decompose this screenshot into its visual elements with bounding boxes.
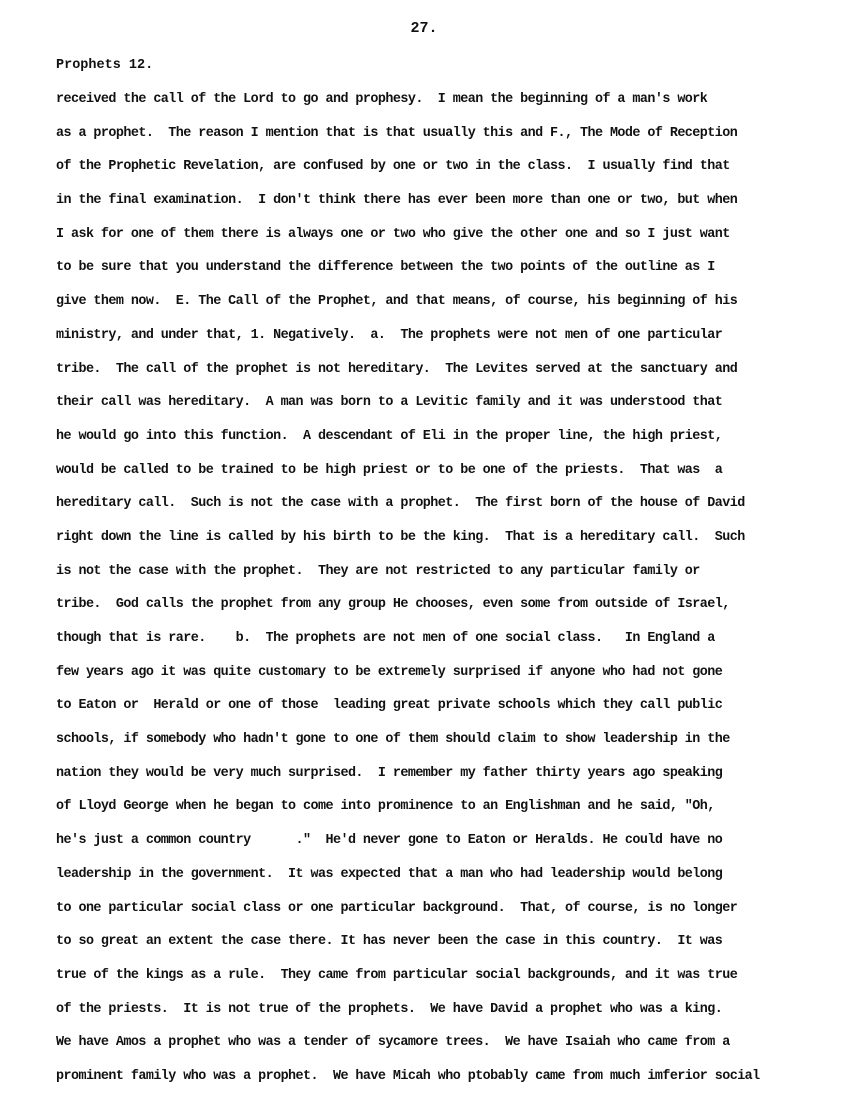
text-line: nation they would be very much surprised. I remember my father thirty years ago speaking [56,765,723,781]
text-line: to Eaton or Herald or one of those leading great private schools which they call public [56,698,723,714]
text-line: received the call of the Lord to go and prophesy. I mean the beginning of a man's work [56,92,708,107]
text-line: in the final examination. I don't think there has ever been more than one or two, but when [56,193,738,209]
text-line: schools, if somebody who hadn't gone to one of them should claim to show leadership in the [56,732,730,748]
text-line: give them now. E. The Call of the Prophet, and that means, of course, his beginning of his [56,294,738,310]
text-line: to one particular social class or one particular background. That, of course, is no longer [56,900,738,916]
text-line: prominent family who was a prophet. We have Micah who ptobably came from much imferior social [56,1068,760,1084]
text-line: true of the kings as a rule. They came from particular social backgrounds, and it was true [56,967,738,983]
text-line: We have Amos a prophet who was a tender of sycamore trees. We have Isaiah who came from a [56,1035,730,1051]
text-line: of the priests. It is not true of the prophets. We have David a prophet who was a king. [56,1001,723,1017]
text-line: though that is rare. b. The prophets are not men of one social class. In England a [56,631,715,646]
text-line: he would go into this function. A descendant of Eli in the proper line, the high priest, [56,428,723,444]
text-line: few years ago it was quite customary to be extremely surprised if anyone who had not gone [56,664,723,680]
text-line: of the Prophetic Revelation, are confused by one or two in the class. I usually find that [56,159,730,175]
text-line: to so great an extent the case there. It has never been the case in this country. It was [56,934,723,950]
text-line: is not the case with the prophet. They are not restricted to any particular family or [56,563,700,579]
text-line: leadership in the government. It was expected that a man who had leadership would belong [56,866,723,882]
running-header: Prophets 12. [56,58,154,73]
text-line: I ask for one of them there is always one or two who give the other one and so I just want [56,226,730,242]
text-line: their call was hereditary. A man was born to a Levitic family and it was understood that [56,395,723,411]
text-line: tribe. God calls the prophet from any group He chooses, even some from outside of Israel, [56,597,730,613]
text-line: right down the line is called by his birth to be the king. That is a hereditary call. Such [56,529,745,545]
text-line: hereditary call. Such is not the case with a prophet. The first born of the house of David [56,496,745,512]
text-line: he's just a common country ." He'd never gone to Eaton or Heralds. He could have no [56,833,723,849]
text-line: as a prophet. The reason I mention that is that usually this and F., The Mode of Reception [56,125,738,141]
text-line: of Lloyd George when he began to come into prominence to an Englishman and he said, "Oh, [56,799,715,815]
text-line: ministry, and under that, 1. Negatively. a. The prophets were not men of one particular [56,327,723,343]
text-line: tribe. The call of the prophet is not hereditary. The Levites served at the sanctuary and [56,361,738,377]
text-line: to be sure that you understand the difference between the two points of the outline as I [56,260,715,276]
body-text [56,90,846,1101]
text-line: would be called to be trained to be high priest or to be one of the priests. That was a [56,462,723,478]
page-number: 27. [410,20,438,37]
